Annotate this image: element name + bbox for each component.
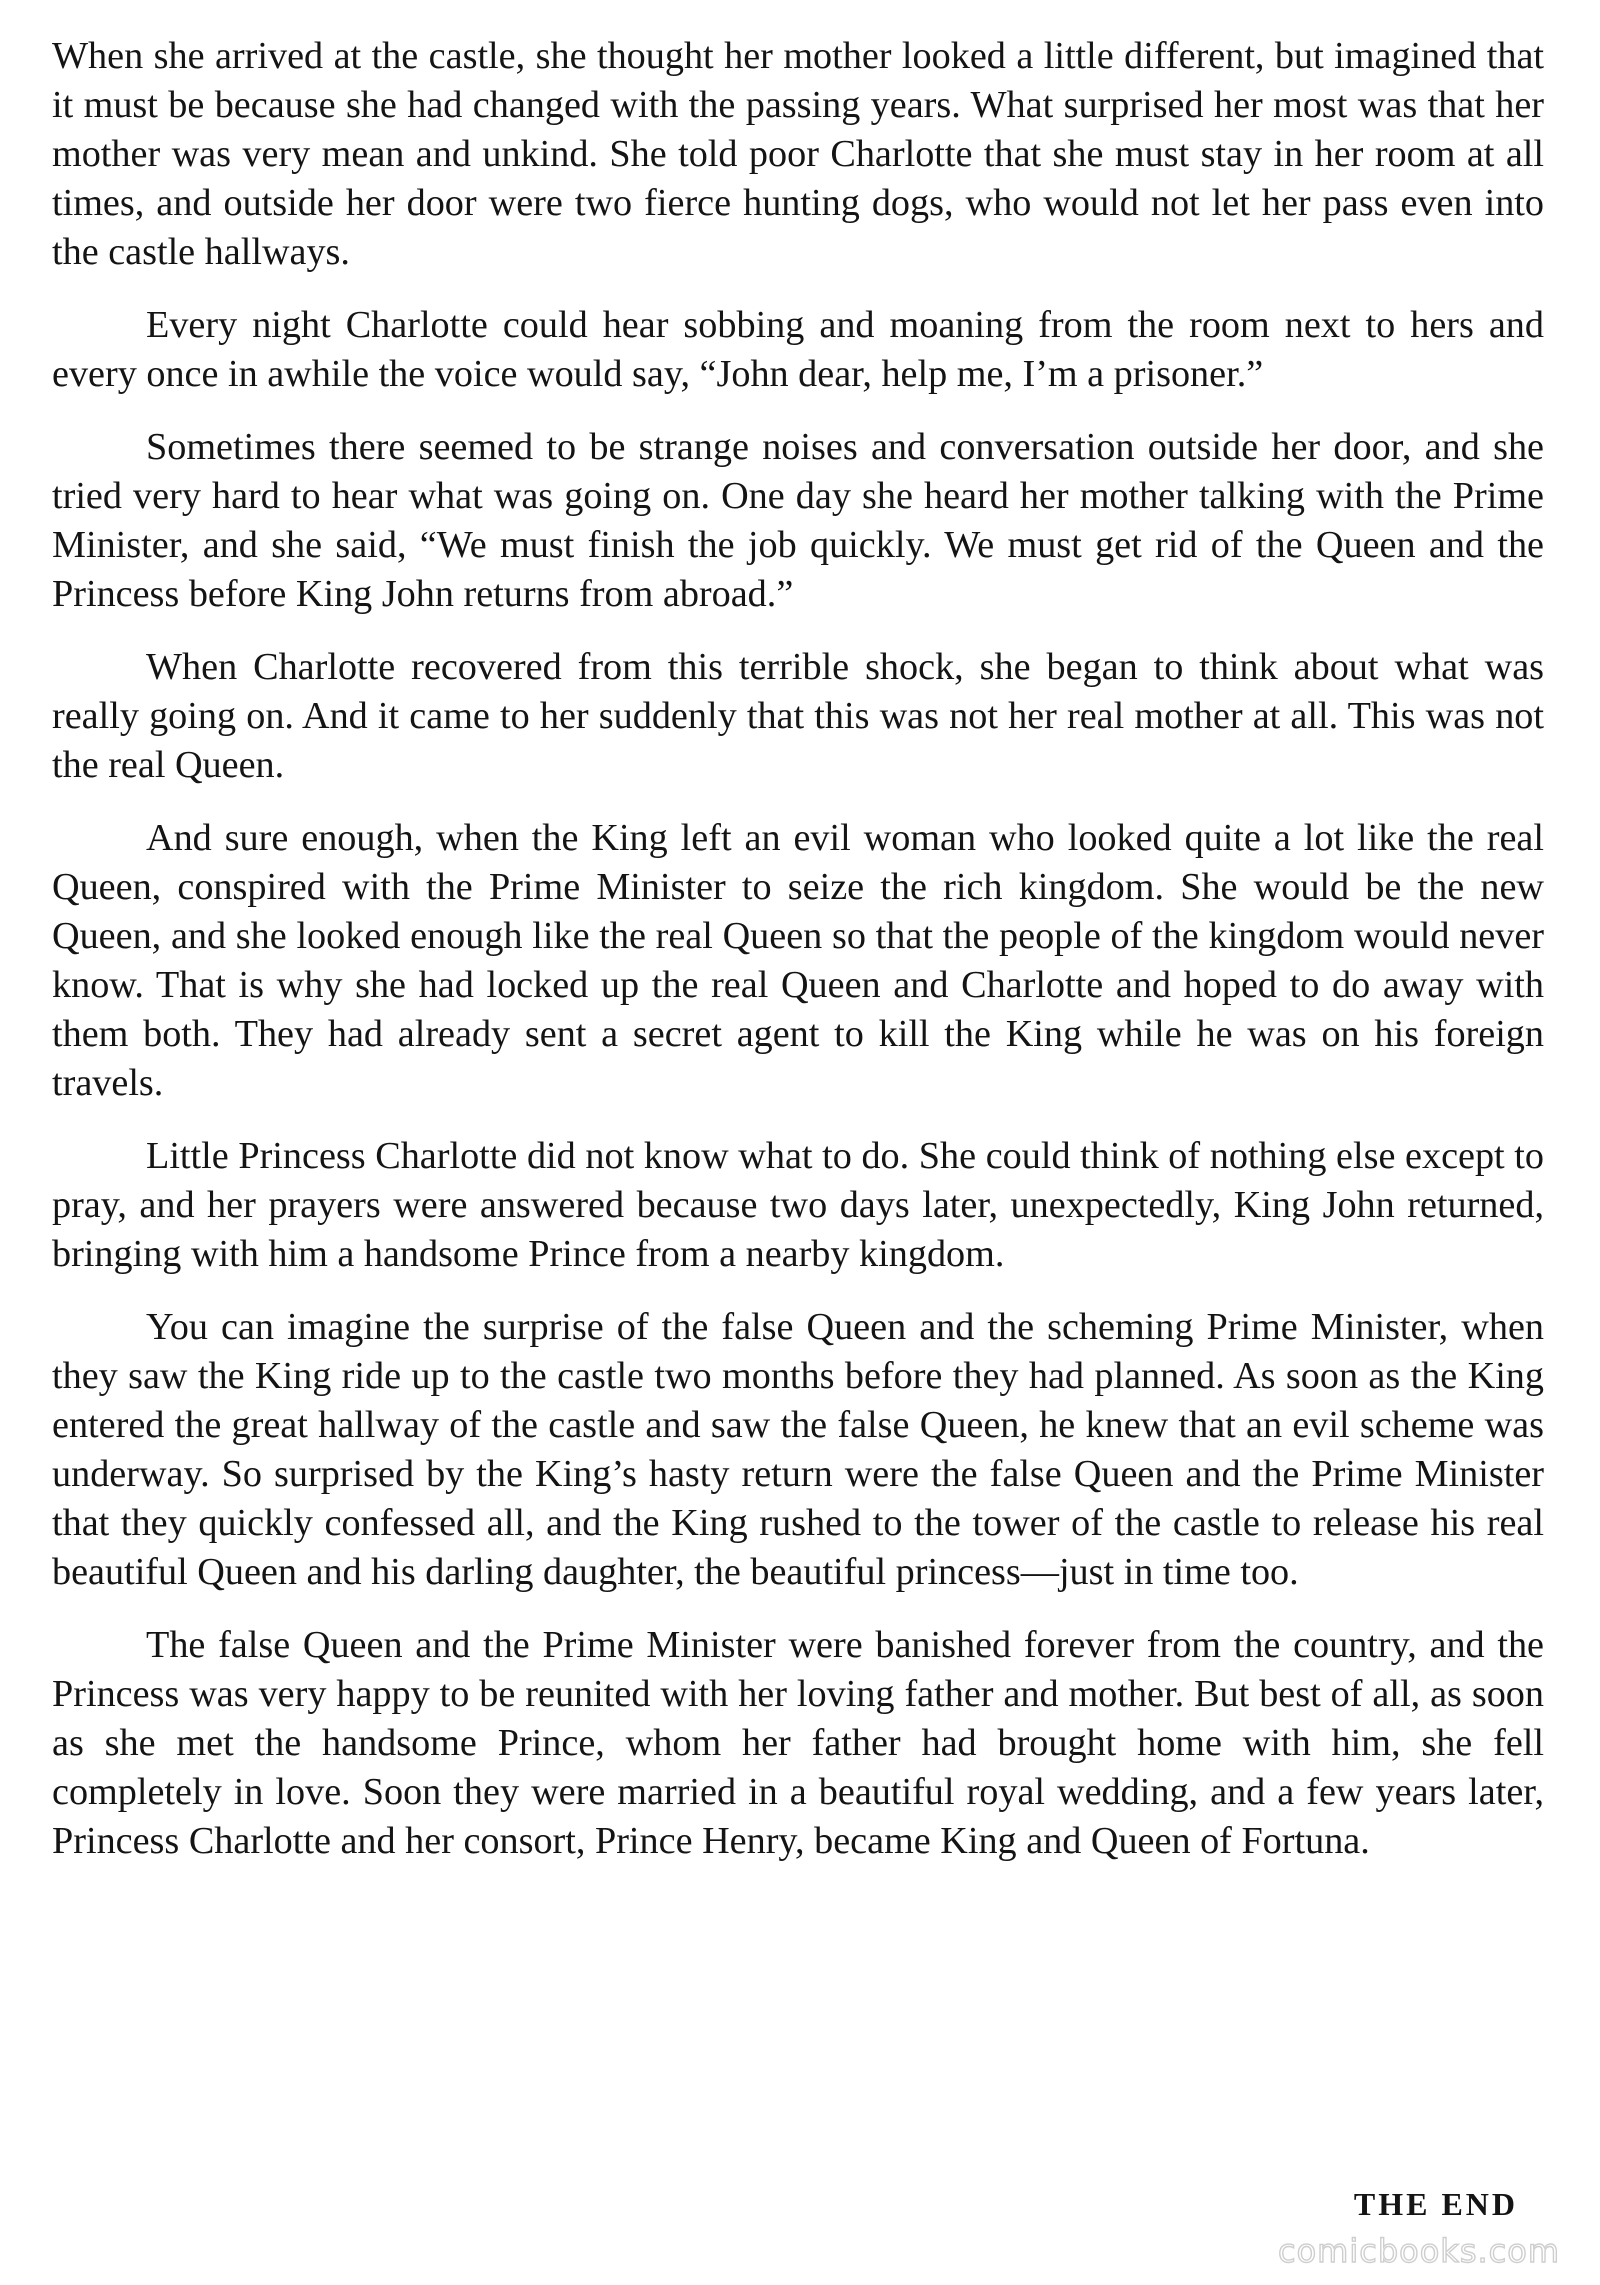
paragraph-conspiracy: And sure enough, when the King left an evil woman who looked quite a lot like the real Queen, conspired with the Prime Minister to seize the rich kingdom. She would be the new Queen, and she looked enough like the real Queen so that the people of the kingdom would never know. That is why she had locked up the real Queen and Charlotte and hoped to do away with them both. They had already sent a secret agent to kill the King while he was on his foreign travels. — [52, 817, 1544, 1104]
the-end-label: THE END — [1353, 2186, 1518, 2222]
paragraph-prayer: Little Princess Charlotte did not know what to do. She could think of nothing else except to pray, and her prayers were answered because two days later, unexpectedly, King John returned, bringing with him a handsome Prince from a nearby kingdom. — [52, 1135, 1544, 1275]
watermark: comicbooks.com — [1277, 2232, 1560, 2270]
paragraph-ending: The false Queen and the Prime Minister were banished forever from the country, and the Princess was very happy to be reunited with her loving father and mother. But best of all, as soon as she met the handsome Prince, whom her father had brought home with him, she fell completely in love. Soon they were married in a beautiful royal wedding, and a few years later, Princess Charlotte and her consort, Prince Henry, became King and Queen of Fortuna. — [52, 1624, 1544, 1862]
paragraph-return: You can imagine the surprise of the false Queen and the scheming Prime Minister, when they saw the King ride up to the castle two months before they had planned. As soon as the King entered the great hallway of the castle and saw the false Queen, he knew that an evil scheme was underway. So surprised by the King’s hasty return were the false Queen and the Prime Minister that they quickly confessed all, and the King rushed to the tower of the castle to release his real beautiful Queen and his darling daughter, the beautiful princess—just in time too. — [52, 1306, 1544, 1593]
paragraph-sobbing: Every night Charlotte could hear sobbing and moaning from the room next to hers and every once in awhile the voice would say, “John dear, help me, I’m a prisoner.” — [52, 304, 1544, 395]
story-text — [52, 32, 1544, 1890]
paragraph-overheard: Sometimes there seemed to be strange noises and conversation outside her door, and she tried very hard to hear what was going on. One day she heard her mother talking with the Prime Minister, and she said, “We must finish the job quickly. We must get rid of the Queen and the Princess before King John returns from abroad.” — [52, 426, 1544, 615]
paragraph-realization: When Charlotte recovered from this terrible shock, she began to think about what was really going on. And it came to her suddenly that this was not her real mother at all. This was not the real Queen. — [52, 646, 1544, 786]
paragraph-arrival: When she arrived at the castle, she thought her mother looked a little different, but imagined that it must be because she had changed with the passing years. What surprised her most was that her mother was very mean and unkind. She told poor Charlotte that she must stay in her room at all times, and outside her door were two fierce hunting dogs, who would not let her pass even into the castle hallways. — [52, 35, 1544, 273]
